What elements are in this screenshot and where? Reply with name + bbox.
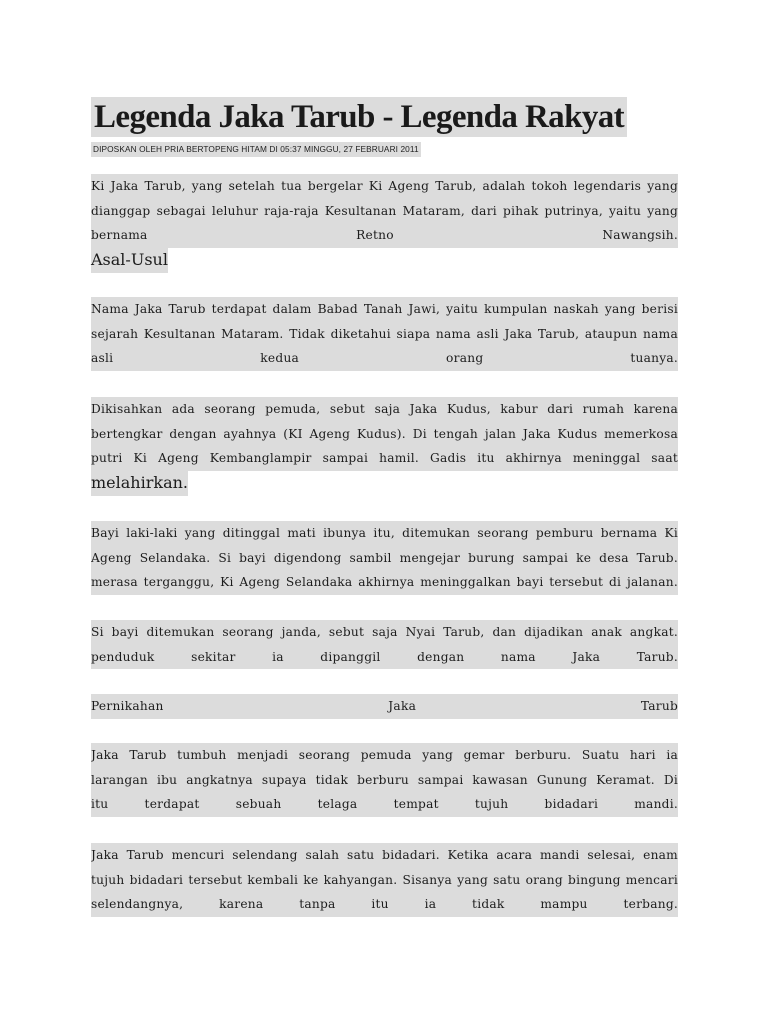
paragraph-line: Bayi laki-laki yang ditinggal mati ibunya itu, ditemukan seorang pemburu bernama Ki [91,526,678,540]
paragraph-line: Jaka Tarub mencuri selendang salah satu bidadari. Ketika acara mandi selesai, enam [91,848,678,862]
paragraph-line: Dikisahkan ada seorang pemuda, sebut saja Jaka Kudus, kabur dari rumah karena [91,402,678,416]
paragraph [91,620,678,669]
paragraph-line: bernama Retno Nawangsih. [91,228,678,243]
paragraph-line: Nama Jaka Tarub terdapat dalam Babad Tanah Jawi, yaitu kumpulan naskah yang berisi [91,302,678,316]
paragraph-line: Ageng Selandaka. Si bayi digendong sambil mengejar burung sampai ke desa Tarub. [91,550,678,565]
paragraph-line: larangan ibu angkatnya supaya tidak berburu sampai kawasan Gunung Keramat. Di [91,772,678,787]
paragraph [91,397,678,471]
paragraph-line: sejarah Kesultanan Mataram. Tidak diketahui siapa nama asli Jaka Tarub, ataupun nama [91,326,678,341]
section-heading: Asal-Usul [91,248,168,273]
paragraph [91,743,678,817]
post-meta: DIPOSKAN OLEH PRIA BERTOPENG HITAM DI 05:37 MINGGU, 27 FEBRUARI 2011 [91,142,421,157]
paragraph-line: Si bayi ditemukan seorang janda, sebut saja Nyai Tarub, dan dijadikan anak angkat. [91,625,678,639]
paragraph [91,174,678,248]
paragraph [91,843,678,917]
paragraph-line: Jaka Tarub tumbuh menjadi seorang pemuda yang gemar berburu. Suatu hari ia [91,748,678,762]
paragraph-line: dianggap sebagai leluhur raja-raja Kesultanan Mataram, dari pihak putrinya, yaitu yang [91,203,678,218]
article-title: Legenda Jaka Tarub - Legenda Rakyat [91,97,627,137]
paragraph-line: putri Ki Ageng Kembanglampir sampai hamil. Gadis itu akhirnya meninggal saat [91,451,678,466]
paragraph-line: asli kedua orang tuanya. [91,351,678,366]
paragraph-tail [91,471,678,496]
paragraph-line: melahirkan. [91,471,188,496]
paragraph-line: bertengkar dengan ayahnya (KI Ageng Kudus). Di tengah jalan Jaka Kudus memerkosa [91,426,678,441]
paragraph-line: itu terdapat sebuah telaga tempat tujuh bidadari mandi. [91,797,678,812]
paragraph-line: penduduk sekitar ia dipanggil dengan nama Jaka Tarub. [91,649,678,664]
paragraph [91,521,678,595]
paragraph-line: Ki Jaka Tarub, yang setelah tua bergelar Ki Ageng Tarub, adalah tokoh legendaris yang [91,179,678,193]
paragraph [91,297,678,371]
paragraph-line: tujuh bidadari tersebut kembali ke kahyangan. Sisanya yang satu orang bingung mencari [91,872,678,887]
section-heading: Pernikahan Jaka Tarub [91,699,678,713]
section-heading-paragraph [91,694,678,719]
paragraph-line: merasa terganggu, Ki Ageng Selandaka akhirnya meninggalkan bayi tersebut di jalanan. [91,575,678,590]
paragraph-line: selendangnya, karena tanpa itu ia tidak mampu terbang. [91,897,678,912]
paragraph-tail [91,248,678,273]
